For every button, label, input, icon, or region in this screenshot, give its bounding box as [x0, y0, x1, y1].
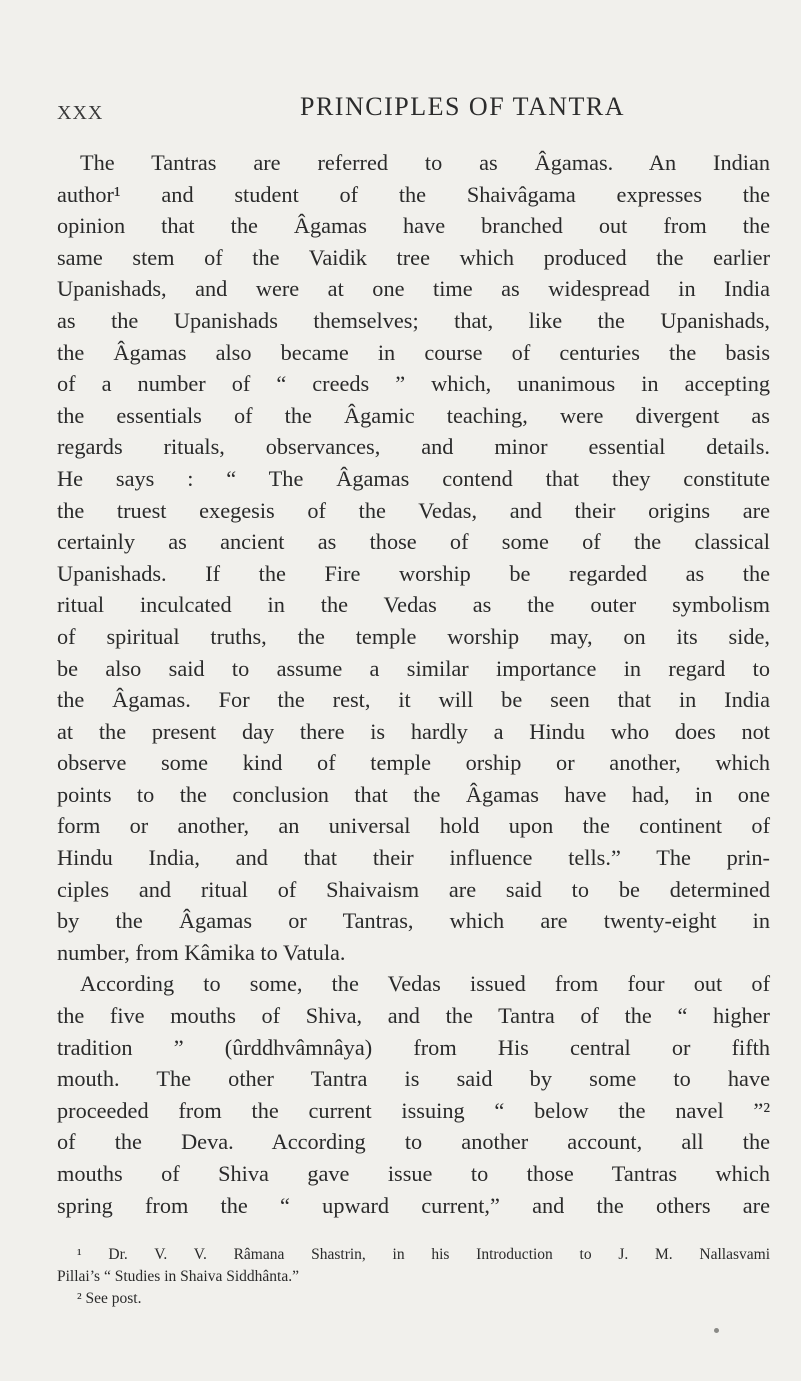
text-line: Hindu India, and that their influence tells.” The prin-	[57, 845, 770, 871]
text-line: tradition ” (ûrddhvâmnâya) from His central or fifth	[57, 1034, 770, 1060]
text-line: author¹ and student of the Shaivâgama expresses the	[57, 181, 770, 207]
text-line: The Tantras are referred to as Âgamas. An Indian	[80, 150, 770, 175]
text-line: be also said to assume a similar importance in regard to	[57, 655, 770, 681]
text-line: same stem of the Vaidik tree which produced the earlier	[57, 244, 770, 270]
running-title: PRINCIPLES OF TANTRA	[300, 92, 626, 121]
footnote-2: ² See post.	[77, 1290, 142, 1307]
footnotes	[57, 1244, 770, 1310]
text-line: observe some kind of temple orship or another, which	[57, 750, 770, 776]
text-line: form or another, an universal hold upon the continent of	[57, 813, 770, 839]
text-line: the five mouths of Shiva, and the Tantra of the “ higher	[57, 1003, 770, 1029]
text-line: ritual inculcated in the Vedas as the outer symbolism	[57, 592, 770, 618]
text-line: the truest exegesis of the Vedas, and their origins are	[57, 497, 770, 523]
text-line: Upanishads. If the Fire worship be regarded as the	[57, 560, 770, 586]
text-line: certainly as ancient as those of some of the classical	[57, 529, 770, 555]
text-line: mouths of Shiva gave issue to those Tantras which	[57, 1161, 770, 1186]
text-line: ciples and ritual of Shaivaism are said to be determined	[57, 876, 770, 902]
text-line: of spiritual truths, the temple worship may, on its side,	[57, 623, 770, 649]
text-line: mouth. The other Tantra is said by some to have	[57, 1066, 770, 1092]
page-number: XXX	[57, 102, 104, 124]
text-line: the Âgamas. For the rest, it will be seen that in India	[57, 687, 770, 713]
text-line: by the Âgamas or Tantras, which are twenty-eight in	[57, 908, 770, 934]
text-line: number, from Kâmika to Vatula.	[57, 939, 346, 965]
text-line: at the present day there is hardly a Hindu who does not	[57, 718, 770, 744]
footnote-1-line-1: ¹ Dr. V. V. Râmana Shastrin, in his Introduction to J. M. Nallasvami	[77, 1246, 770, 1263]
text-line: He says : “ The Âgamas contend that they constitute	[57, 465, 770, 491]
text-line: spring from the “ upward current,” and the others are	[57, 1192, 770, 1218]
text-line: as the Upanishads themselves; that, like the Upanishads,	[57, 307, 770, 333]
text-line: of the Deva. According to another account, all the	[57, 1129, 770, 1155]
text-line: regards rituals, observances, and minor essential details.	[57, 434, 770, 460]
text-line: Upanishads, and were at one time as widespread in India	[57, 276, 770, 302]
ink-speck	[714, 1328, 719, 1333]
text-line: the essentials of the Âgamic teaching, were divergent as	[57, 402, 770, 428]
text-line: points to the conclusion that the Âgamas have had, in one	[57, 781, 770, 807]
text-line: opinion that the Âgamas have branched out from the	[57, 213, 770, 239]
body-text	[57, 147, 770, 1221]
text-line: proceeded from the current issuing “ below the navel ”²	[57, 1097, 770, 1123]
page-header	[0, 92, 801, 132]
text-line: the Âgamas also became in course of centuries the basis	[57, 339, 770, 365]
text-line: According to some, the Vedas issued from four out of	[80, 971, 770, 997]
text-line: of a number of “ creeds ” which, unanimous in accepting	[57, 371, 770, 397]
footnote-1-line-2: Pillai’s “ Studies in Shaiva Siddhânta.”	[57, 1268, 299, 1285]
